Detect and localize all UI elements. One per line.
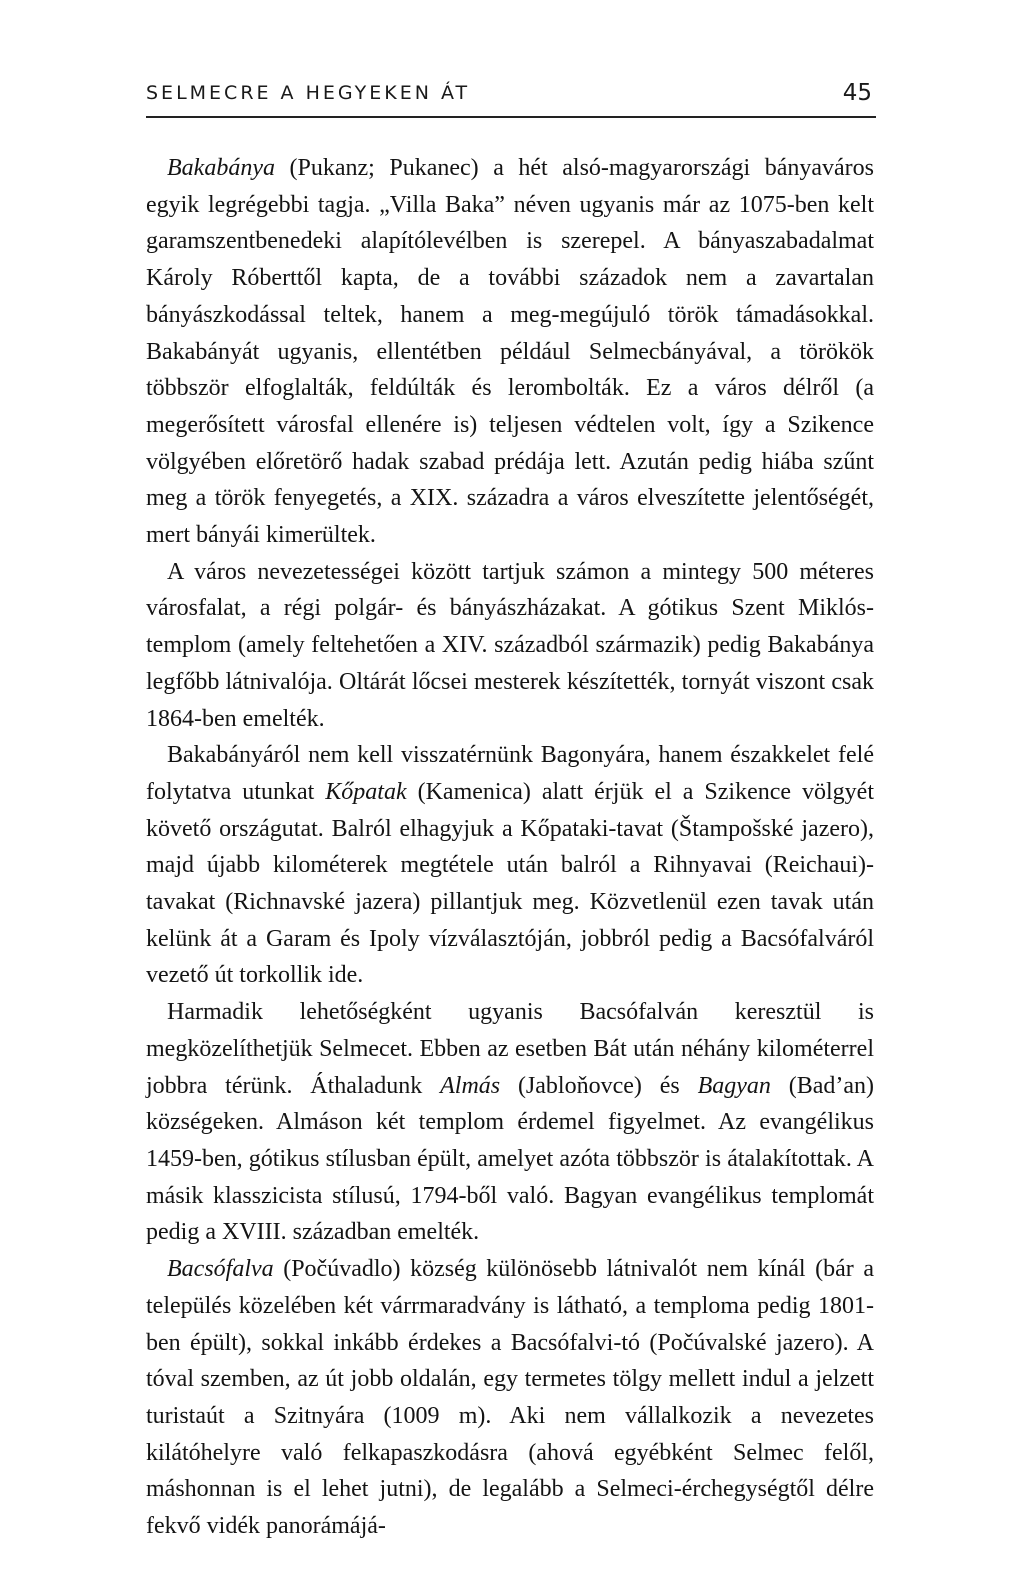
place-name: Bakabánya	[167, 155, 275, 181]
paragraph-text: (Bad’an) községeken. Almáson két templom érdemel figyelmet. Az evangélikus 1459-ben, gótikus stílusban épült, amelyet azóta többször is átalakítottak. A másik klasszicista stílusú, 1794-ből való. Bagyan evangélikus templomát pedig a XVIII. században emelték.	[146, 1072, 874, 1246]
place-name: Bagyan	[697, 1072, 771, 1099]
paragraph-bacsofalva	[146, 1251, 874, 1545]
paragraph-text: (Pukanz; Pukanec) a hét alsó-magyarországi bányaváros egyik legrégebbi tagja. „Villa Baka” néven ugyanis már az 1075-ben kelt garamszentbenedeki alapítólevélben is szerepel. A bányaszabadalmat Károly Róberttől kapta, de a további századok nem a zavartalan bányászkodással teltek, hanem a meg-megújuló török támadásokkal. Bakabányát ugyanis, ellentétben például Selmecbányával, a törökök többször elfoglalták, feldúlták és lerombolták. Ez a város délről (a megerősített városfal ellenére is) teljesen védtelen volt, így a Szikence völgyében előretörő hadak szabad prédája lett. Azután pedig hiába szűnt meg a török fenyegetés, a XIX. századra a város elveszítette jelentőségét, mert bányái kimerültek.	[146, 155, 874, 549]
running-header	[146, 80, 876, 118]
paragraph-text: (Jabloňovce) és	[500, 1072, 698, 1099]
paragraph-bakabanya-history	[146, 150, 874, 554]
paragraph-text: Harmadik lehetőségként ugyanis Bacsófalván keresztül is megközelíthetjük Selmecet. Ebben az esetben Bát után néhány kilométerrel jobbra térünk. Áthaladunk	[146, 999, 874, 1099]
chapter-title: SELMECRE A HEGYEKEN ÁT	[146, 82, 471, 104]
place-name: Bacsófalva	[167, 1256, 274, 1283]
paragraph-route-kopatak	[146, 737, 874, 994]
paragraph-text: (Počúvadlo) község különösebb látnivalót nem kínál (bár a település közelében két várrmaradvány is látható, a temploma pedig 1801-ben épült), sokkal inkább érdekes a Bacsófalvi-tó (Počúvalské jazero). A tóval szemben, az út jobb oldalán, egy termetes tölgy mellett indul a jelzett turistaút a Szitnyára (1009 m). Aki nem vállalkozik a nevezetes kilátóhelyre való felkapaszkodásra (ahová egyébként Selmec felől, máshonnan is el lehet jutni), de legalább a Selmeci-érchegységtől délre fekvő vidék panorámájá-	[146, 1256, 874, 1540]
body-text	[146, 150, 874, 1545]
paragraph-route-bacsofalva	[146, 994, 874, 1251]
page-number: 45	[842, 80, 872, 106]
place-name: Almás	[440, 1072, 501, 1099]
paragraph-text: A város nevezetességei között tartjuk számon a mintegy 500 méteres városfalat, a régi polgár- és bányászházakat. A gótikus Szent Miklós-templom (amely feltehetően a XIV. századból származik) pedig Bakabánya legfőbb látnivalója. Oltárát lőcsei mesterek készítették, tornyát viszont csak 1864-ben emelték.	[146, 558, 874, 732]
place-name: Kőpatak	[325, 778, 407, 805]
paragraph-bakabanya-sights	[146, 554, 874, 738]
paragraph-text: (Kamenica) alatt érjük el a Szikence völgyét követő országutat. Balról elhagyjuk a Kőpataki-tavat (Štampošské jazero), majd újabb kilométerek megtétele után balról a Rihnyavai (Reichaui)-tavakat (Richnavské jazera) pillantjuk meg. Közvetlenül ezen tavak után kelünk át a Garam és Ipoly vízválasztóján, jobbról pedig a Bacsófalváról vezető út torkollik ide.	[146, 778, 875, 989]
paragraph-text: Bakabányáról nem kell visszatérnünk Bagonyára, hanem északkelet felé folytatva utunkat	[146, 742, 874, 805]
